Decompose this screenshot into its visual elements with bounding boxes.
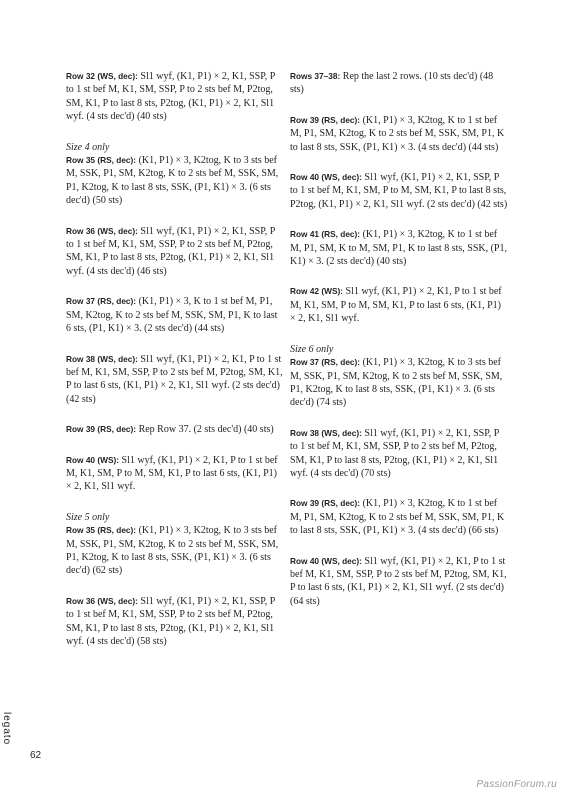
- row-label: Row 40 (WS, dec):: [290, 555, 362, 566]
- size-heading: Size 4 only: [66, 141, 110, 153]
- size-heading: Size 6 only: [290, 343, 334, 355]
- row-instruction: [290, 70, 508, 97]
- row-text: Sl1 wyf, (K1, P1) × 2, K1, SSP, P to 1 st bef M, K1, SM, SSP, P to 2 sts bef M, P2tog, SM, K1, P to last 8 sts, P2tog, (K1, P1) × 2, K1, Sl1 wyf. (4 sts dec'd) (46 sts): [66, 225, 275, 277]
- row-instruction: [290, 228, 508, 268]
- row-text: (K1, P1) × 3, K2tog, K to 1 st bef M, P1, SM, K2tog, K to 2 sts bef M, SSK, SM, P1, K to last 8 sts, SSK, (P1, K1) × 3. (4 sts dec'd) (66 sts): [290, 498, 505, 537]
- row-text: Sl1 wyf, (K1, P1) × 2, K1, SSP, P to 1 st bef M, K1, SM, SSP, P to 2 sts bef M, P2tog, SM, K1, P to last 8 sts, P2tog, (K1, P1) × 2, K1, Sl1 wyf. (4 sts dec'd) (70 sts): [290, 427, 499, 479]
- row-text: Sl1 wyf, (K1, P1) × 2, K1, P to 1 st bef M, K1, SM, SSP, P to 2 sts bef M, P2tog, SM, K1, P to last 6 sts, (K1, P1) × 2, K1, Sl1 wyf. (2 sts dec'd) (42 sts): [66, 353, 283, 405]
- row-label: Row 39 (RS, dec):: [66, 424, 137, 435]
- row-label: Row 40 (WS):: [66, 454, 120, 465]
- row-label: Rows 37–38:: [290, 71, 341, 81]
- row-label: Row 36 (WS, dec):: [66, 595, 138, 606]
- row-label: Row 36 (WS, dec):: [66, 225, 138, 236]
- row-label: Row 37 (RS, dec):: [290, 357, 361, 368]
- row-text: Sl1 wyf, (K1, P1) × 2, K1, SSP, P to 1 st bef M, K1, SM, SSP, P to 2 sts bef M, P2tog, SM, K1, P to last 8 sts, P2tog, (K1, P1) × 2, K1, Sl1 wyf. (4 sts dec'd) (40 sts): [66, 71, 275, 123]
- row-text: Sl1 wyf, (K1, P1) × 2, K1, P to 1 st bef M, K1, SM, P to M, SM, K1, P to last 6 sts, (K1, P1) × 2, K1, Sl1 wyf.: [66, 454, 278, 493]
- row-text: (K1, P1) × 3, K2tog, K to 1 st bef M, P1, SM, K to M, SM, P1, K to last 8 sts, SSK, (P1, K1) × 3. (2 sts dec'd) (40 sts): [290, 229, 507, 268]
- row-instruction: [290, 427, 508, 481]
- row-instruction: [66, 295, 284, 335]
- page-number: 62: [30, 750, 42, 761]
- row-label: Row 39 (RS, dec):: [290, 498, 361, 509]
- row-label: Row 32 (WS, dec):: [66, 71, 138, 81]
- row-instruction: [290, 555, 508, 609]
- row-instruction: [66, 454, 284, 494]
- row-label: Row 35 (RS, dec):: [66, 155, 137, 166]
- row-text: (K1, P1) × 3, K2tog, K to 3 sts bef M, SSK, P1, SM, K2tog, K to 2 sts bef M, SSK, SM, P1, K2tog, K to last 8 sts, SSK, (P1, K1) × 3. (6 sts dec'd) (50 sts): [66, 155, 279, 207]
- row-instruction: [66, 423, 284, 436]
- row-text: Rep the last 2 rows. (10 sts dec'd) (48 sts): [290, 71, 494, 96]
- row-instruction: [66, 154, 284, 208]
- row-instruction: [66, 353, 284, 407]
- row-text: (K1, P1) × 3, K2tog, K to 3 sts bef M, SSK, P1, SM, K2tog, K to 2 sts bef M, SSK, SM, P1, K2tog, K to last 8 sts, SSK, (P1, K1) × 3. (6 sts dec'd) (74 sts): [290, 357, 503, 409]
- row-instruction: [290, 114, 508, 154]
- row-text: Sl1 wyf, (K1, P1) × 2, K1, P to 1 st bef M, K1, SM, SSP, P to 2 sts bef M, P2tog, SM, K1, P to last 6 sts, (K1, P1) × 2, K1, Sl1 wyf. (2 sts dec'd) (64 sts): [290, 555, 507, 607]
- row-text: Sl1 wyf, (K1, P1) × 2, K1, SSP, P to 1 st bef M, K1, SM, SSP, P to 2 sts bef M, P2tog, SM, K1, P to last 8 sts, P2tog, (K1, P1) × 2, K1, Sl1 wyf. (4 sts dec'd) (58 sts): [66, 595, 275, 647]
- row-instruction: [290, 171, 508, 211]
- row-instruction: [290, 497, 508, 537]
- row-text: Rep Row 37. (2 sts dec'd) (40 sts): [136, 424, 274, 436]
- row-text: Sl1 wyf, (K1, P1) × 2, K1, P to 1 st bef M, K1, SM, P to M, SM, K1, P to last 6 sts, (K1, P1) × 2, K1, Sl1 wyf.: [290, 286, 502, 325]
- row-instruction: [290, 356, 508, 410]
- row-instruction: [66, 524, 284, 578]
- row-label: Row 40 (WS, dec):: [290, 172, 362, 183]
- left-column: [66, 70, 284, 665]
- row-label: Row 38 (WS, dec):: [290, 427, 362, 438]
- row-label: Row 42 (WS):: [290, 286, 344, 297]
- size-heading: Size 5 only: [66, 511, 110, 523]
- row-label: Row 39 (RS, dec):: [290, 114, 361, 125]
- row-instruction: [66, 225, 284, 279]
- row-instruction: [66, 70, 284, 124]
- row-label: Row 41 (RS, dec):: [290, 229, 361, 240]
- row-text: (K1, P1) × 3, K2tog, K to 3 sts bef M, SSK, P1, SM, K2tog, K to 2 sts bef M, SSK, SM, P1, K2tog, K to last 8 sts, SSK, (P1, K1) × 3. (6 sts dec'd) (62 sts): [66, 525, 279, 577]
- row-text: Sl1 wyf, (K1, P1) × 2, K1, SSP, P to 1 st bef M, K1, SM, P to M, SM, K1, P to last 8 sts, P2tog, (K1, P1) × 2, K1, Sl1 wyf. (2 sts dec'd) (42 sts): [290, 172, 508, 210]
- row-label: Row 37 (RS, dec):: [66, 296, 137, 307]
- row-instruction: [290, 285, 508, 325]
- running-title: legato: [1, 712, 12, 746]
- right-column: [290, 70, 508, 625]
- row-label: Row 35 (RS, dec):: [66, 525, 137, 536]
- row-label: Row 38 (WS, dec):: [66, 353, 138, 364]
- row-text: (K1, P1) × 3, K2tog, K to 1 st bef M, P1, SM, K2tog, K to 2 sts bef M, SSK, SM, P1, K to last 8 sts, SSK, (P1, K1) × 3. (4 sts dec'd) (44 sts): [290, 114, 505, 153]
- row-text: (K1, P1) × 3, K to 1 st bef M, P1, SM, K2tog, K to 2 sts bef M, SSK, SM, P1, K to last 6 sts, (P1, K1) × 3. (2 sts dec'd) (44 sts): [66, 296, 278, 335]
- watermark: PassionForum.ru: [476, 779, 557, 790]
- row-instruction: [66, 595, 284, 649]
